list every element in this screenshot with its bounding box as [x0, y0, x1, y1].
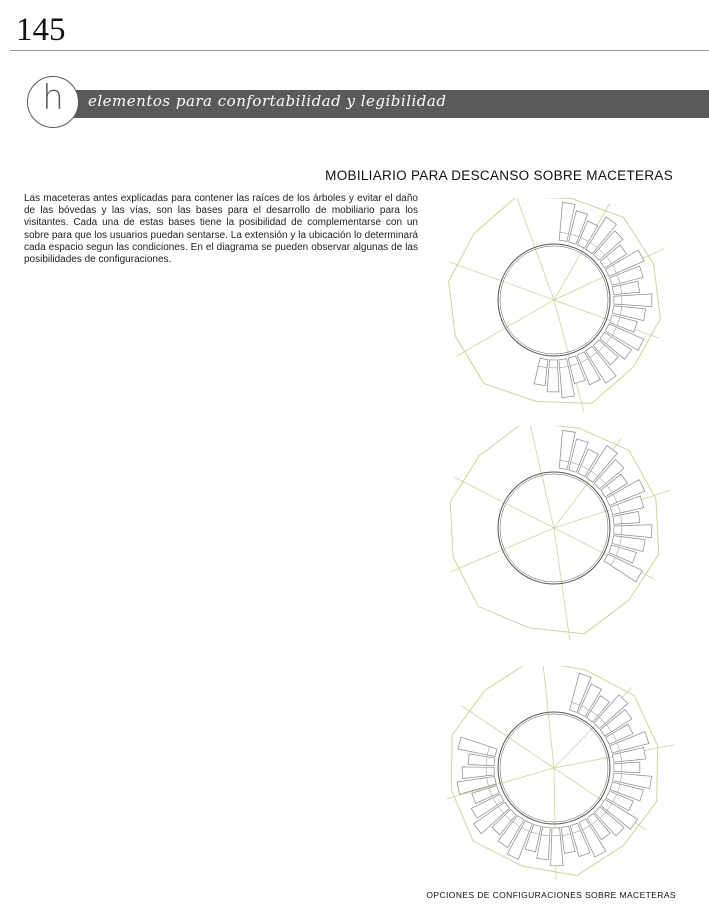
bench-slat: [551, 828, 563, 866]
planter-diagram-2: [436, 426, 674, 640]
guide-line: [542, 666, 554, 768]
bench-slat: [458, 737, 497, 756]
guide-line: [529, 426, 554, 528]
bench-slat: [547, 360, 559, 392]
planter-diagram-3: [436, 666, 674, 880]
guide-line: [516, 198, 554, 300]
bench-slat: [614, 294, 652, 307]
bench-slat: [614, 762, 640, 773]
top-rule: [10, 50, 709, 51]
page-heading: MOBILIARIO PARA DESCANSO SOBRE MACETERAS: [325, 168, 673, 183]
bench-slat: [614, 525, 652, 538]
figure-caption: OPCIONES DE CONFIGURACIONES SOBRE MACETERAS: [426, 890, 676, 900]
bench-slat: [534, 358, 548, 385]
planter-diagram-1: [436, 198, 674, 412]
section-title: elementos para confortabilidad y legibilidad: [88, 92, 447, 110]
section-badge: [27, 76, 79, 128]
bench-slat: [462, 767, 494, 779]
section-letter: h: [42, 78, 64, 118]
body-paragraph: Las maceteras antes explicadas para contener las raíces de los árboles y evitar el daño de las bóvedas y las vías, son las bases para el desarrollo de mobiliario para los visitantes. Cada una de estas bases tiene la posibilidad de complementarse con un sobre para que los usuarios puedan sentarse. La extensión y la ubicación lo determinará cada espacio segun las condiciones. En el diagrama se pueden observar algunas de las posibilidades de configuraciones.: [24, 193, 418, 266]
page-number: 145: [16, 12, 66, 48]
